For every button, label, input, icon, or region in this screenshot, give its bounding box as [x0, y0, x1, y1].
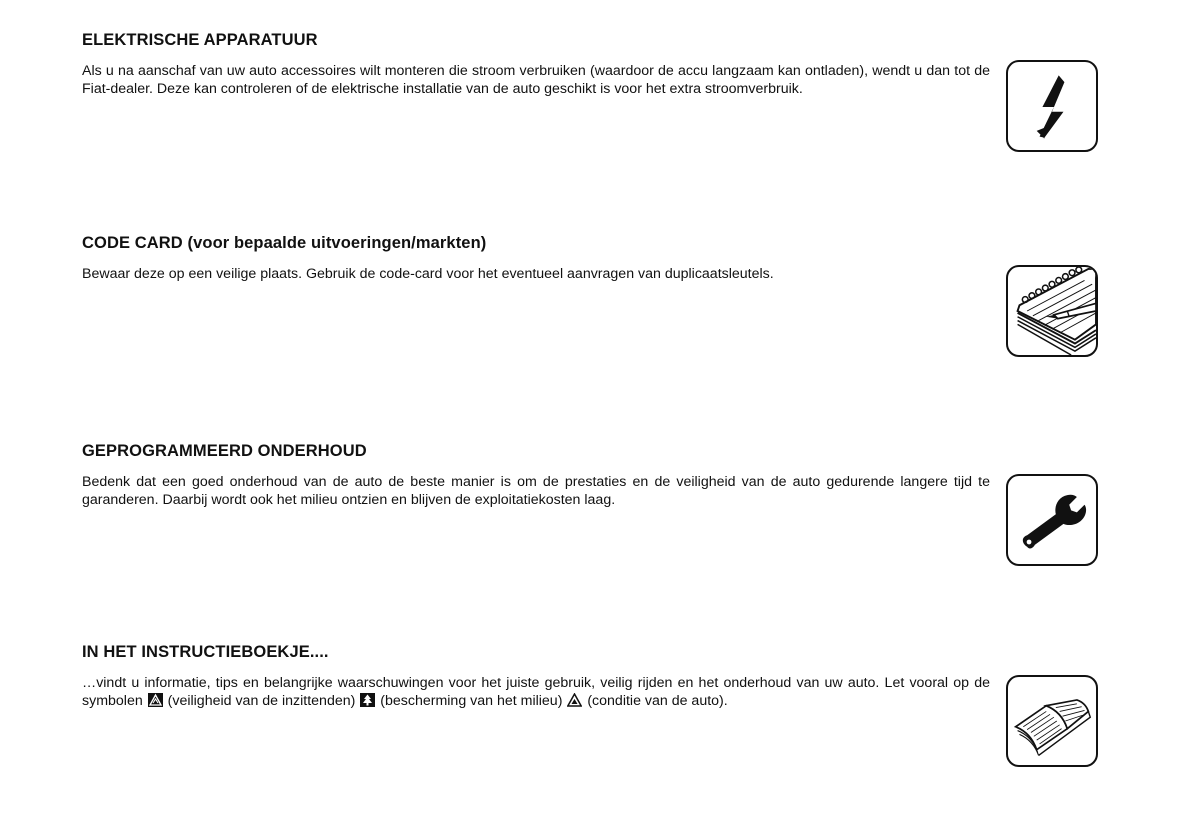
- section-title: ELEKTRISCHE APPARATUUR: [82, 31, 318, 49]
- environment-protection-icon: [360, 693, 375, 707]
- section-body-part2: (veiligheid van de inzittenden): [167, 692, 356, 709]
- section-body-part1: …vindt u informatie, tips en belangrijke waarschuwingen voor het juiste gebruik, veilig rijden en het onderhoud van uw auto. Let vooral op de symbolen: [82, 675, 990, 709]
- vehicle-condition-icon: [567, 693, 582, 707]
- section-title-suffix: (voor bepaalde uitvoeringen/markten): [187, 234, 487, 252]
- section-body: [82, 675, 990, 710]
- notebook-pencil-icon: [1006, 265, 1098, 357]
- section-body-part4: (conditie van de auto).: [587, 692, 728, 709]
- section-code-card: [82, 233, 1104, 282]
- section-title-main: CODE CARD: [82, 234, 183, 252]
- wrench-icon: [1006, 474, 1098, 566]
- section-body: Bewaar deze op een veilige plaats. Gebruik de code-card voor het eventueel aanvragen van duplicaatsleutels.: [82, 266, 774, 282]
- section-scheduled-maintenance: [82, 441, 1104, 508]
- section-body: Als u na aanschaf van uw auto accessoires wilt monteren die stroom verbruiken (waardoor de accu langzaam kan ontladen), wendt u dan tot de Fiat-dealer. Deze kan controleren of de elektrische installatie van de auto geschikt is voor het extra stroomverbruik.: [82, 63, 990, 97]
- section-body-part3: (bescherming van het milieu): [380, 692, 563, 709]
- open-book-icon: [1006, 675, 1098, 767]
- occupant-safety-icon: [148, 693, 163, 707]
- section-title: [82, 233, 1104, 253]
- section-title: IN HET INSTRUCTIEBOEKJE....: [82, 643, 329, 661]
- section-body: Bedenk dat een goed onderhoud van de auto de beste manier is om de prestaties en de veiligheid van de auto gedurende langere tijd te garanderen. Daarbij wordt ook het milieu ontzien en blijven de exploitatiekosten laag.: [82, 474, 990, 508]
- section-title: GEPROGRAMMEERD ONDERHOUD: [82, 442, 367, 460]
- section-instruction-manual: [82, 642, 1104, 709]
- lightning-bolt-icon: [1006, 60, 1098, 152]
- section-electrical-equipment: [82, 30, 1104, 97]
